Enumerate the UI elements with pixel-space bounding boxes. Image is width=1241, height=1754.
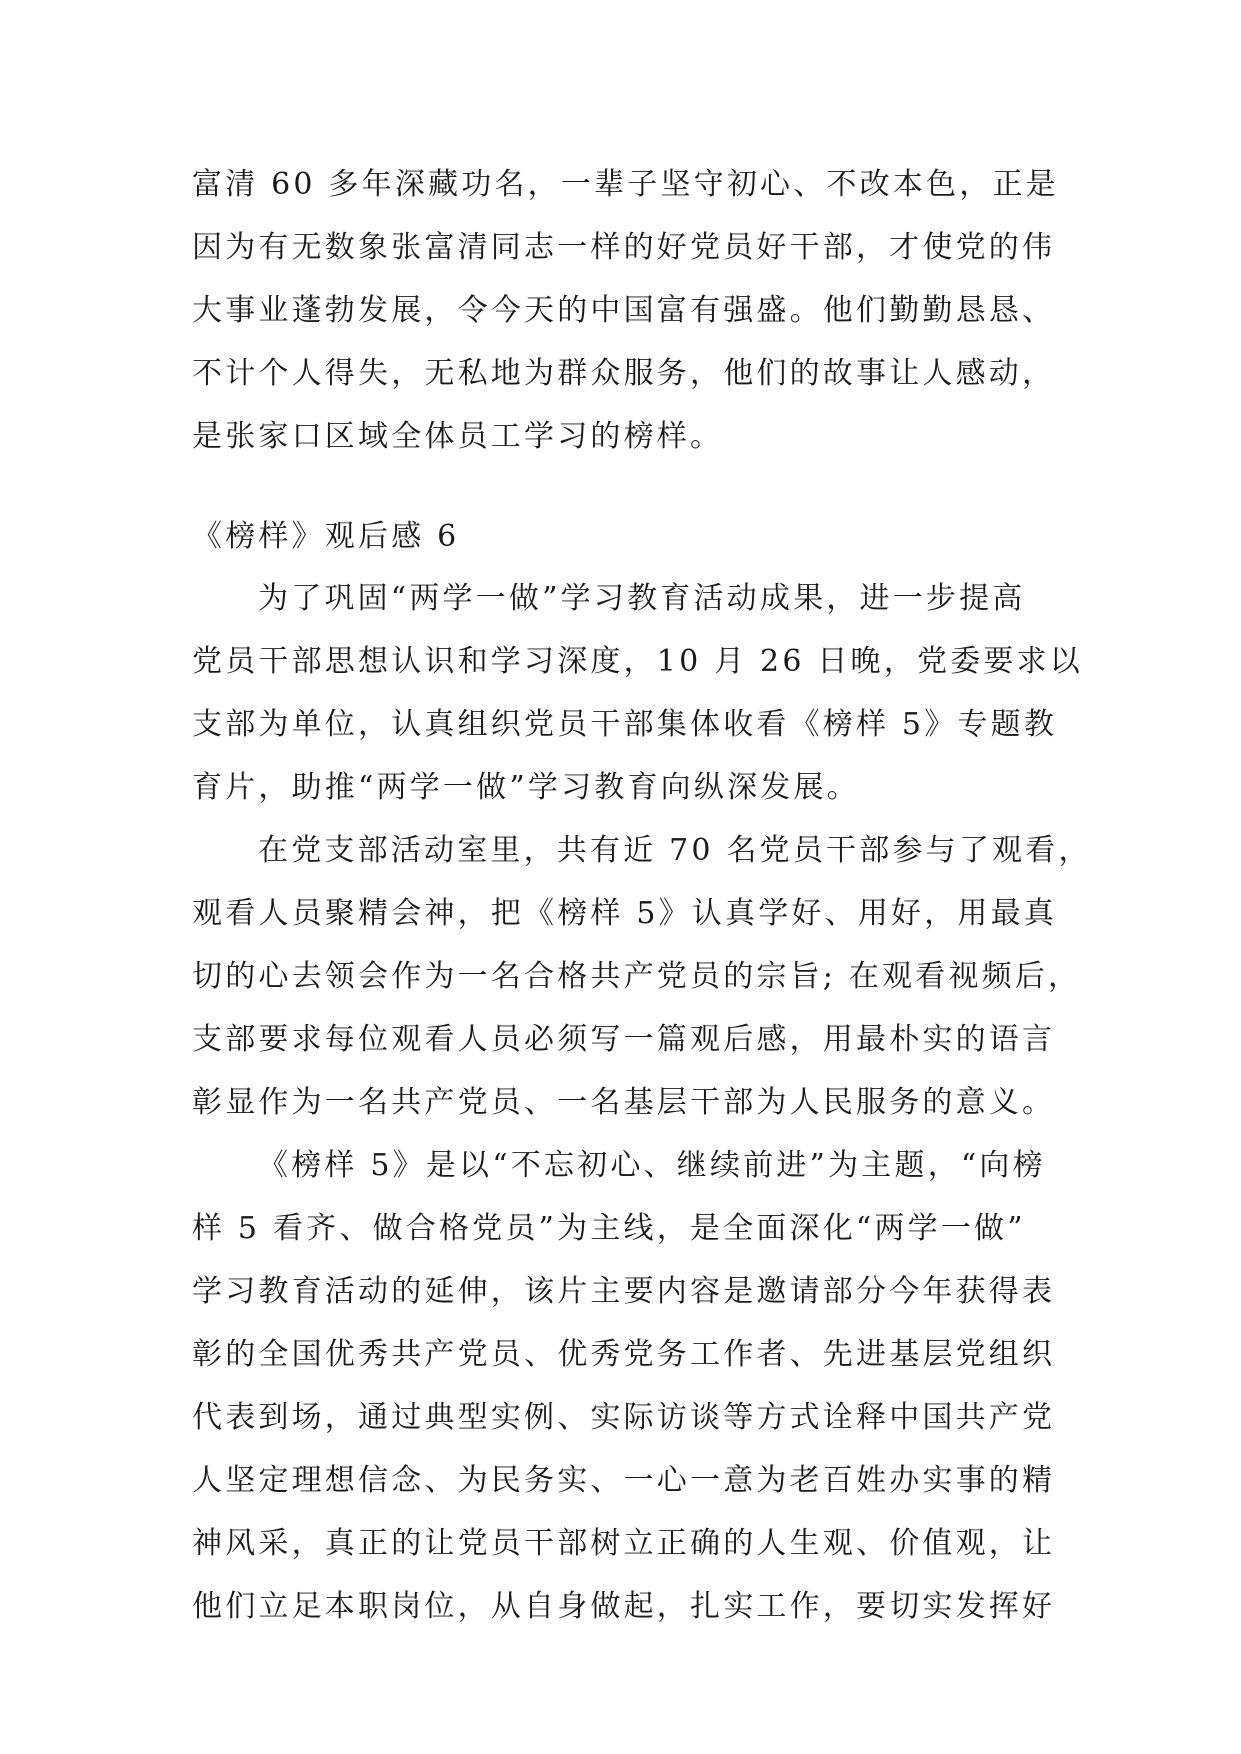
section-heading: 《榜样》观后感 6: [192, 519, 460, 554]
paragraph-line: 支部要求每位观看人员必须写一篇观后感，用最朴实的语言: [192, 1022, 1056, 1057]
paragraph-line: 在党支部活动室里，共有近 70 名党员干部参与了观看，: [258, 833, 1092, 868]
paragraph-line: 神风采，真正的让党员干部树立正确的人生观、价值观，让: [192, 1526, 1056, 1561]
paragraph-line: 切的心去领会作为一名合格共产党员的宗旨; 在观看视频后，: [192, 959, 1082, 994]
paragraph-line: 大事业蓬勃发展，令今天的中国富有强盛。他们勤勤恳恳、: [192, 293, 1056, 328]
paragraph-line: 《榜样 5》是以“不忘初心、继续前进”为主题，“向榜: [258, 1148, 1046, 1183]
paragraph-line: 为了巩固“两学一做”学习教育活动成果，进一步提高: [258, 581, 1026, 616]
paragraph-line: 育片，助推“两学一做”学习教育向纵深发展。: [192, 770, 860, 805]
paragraph-line: 支部为单位，认真组织党员干部集体收看《榜样 5》专题教: [192, 707, 1058, 742]
paragraph-line: 不计个人得失，无私地为群众服务，他们的故事让人感动，: [192, 356, 1056, 391]
paragraph-line: 学习教育活动的延伸，该片主要内容是邀请部分今年获得表: [192, 1274, 1056, 1309]
paragraph-line: 代表到场，通过典型实例、实际访谈等方式诠释中国共产党: [192, 1400, 1056, 1435]
paragraph-line: 彰显作为一名共产党员、一名基层干部为人民服务的意义。: [192, 1085, 1056, 1120]
paragraph-line: 他们立足本职岗位，从自身做起，扎实工作，要切实发挥好: [192, 1589, 1056, 1624]
paragraph-line: 因为有无数象张富清同志一样的好党员好干部，才使党的伟: [192, 230, 1056, 265]
paragraph-line: 是张家口区域全体员工学习的榜样。: [192, 419, 724, 454]
paragraph-line: 人坚定理想信念、为民务实、一心一意为老百姓办实事的精: [192, 1463, 1056, 1498]
paragraph-line: 彰的全国优秀共产党员、优秀党务工作者、先进基层党组织: [192, 1337, 1056, 1372]
paragraph-line: 党员干部思想认识和学习深度，10 月 26 日晚，党委要求以: [192, 644, 1083, 679]
paragraph-line: 样 5 看齐、做合格党员”为主线，是全面深化“两学一做”: [192, 1211, 1026, 1246]
paragraph-line: 富清 60 多年深藏功名，一辈子坚守初心、不改本色，正是: [192, 167, 1059, 202]
paragraph-line: 观看人员聚精会神，把《榜样 5》认真学好、用好，用最真: [192, 896, 1058, 931]
